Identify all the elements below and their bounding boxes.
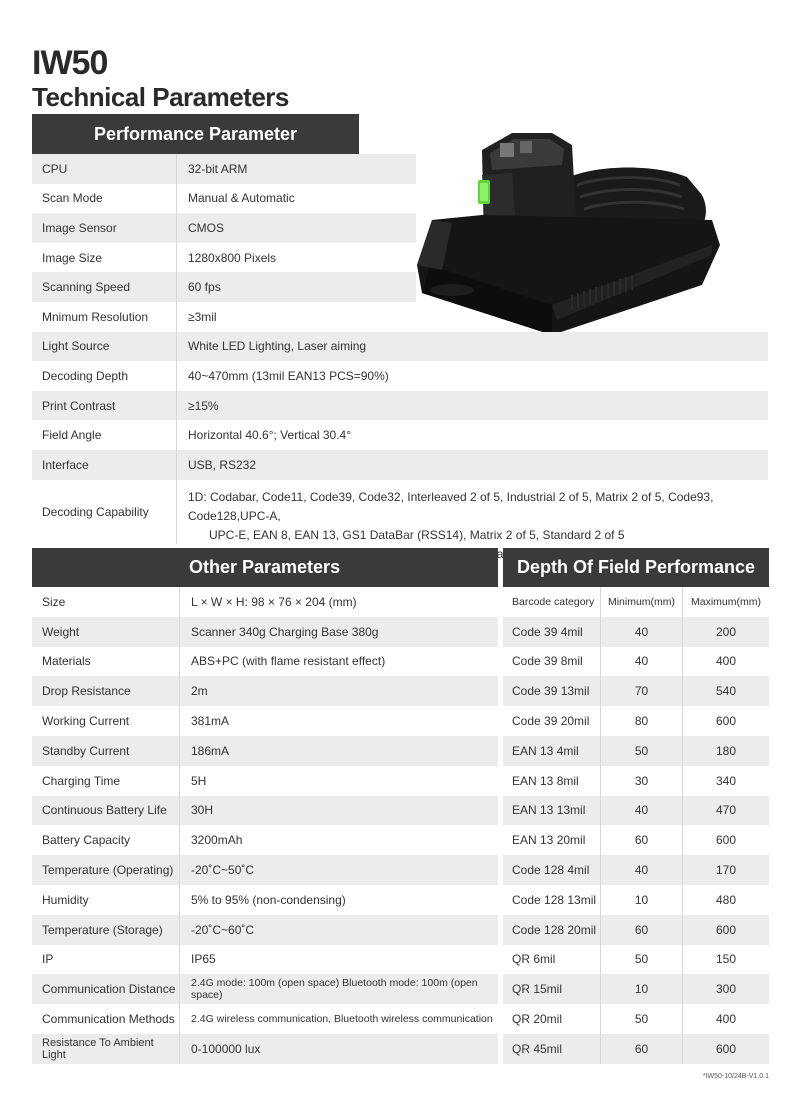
document-id: *IW50-10/24B-V1.0.1 <box>702 1073 769 1080</box>
table-row <box>32 945 498 975</box>
min-value: 40 <box>601 617 683 647</box>
param-value: 60 fps <box>188 280 221 295</box>
param-label: Resistance To Ambient Light <box>32 1034 180 1064</box>
table-row <box>32 855 498 885</box>
table-row <box>32 302 768 332</box>
table-row <box>32 796 498 826</box>
param-label: Decoding Capability <box>32 480 177 544</box>
param-value: White LED Lighting, Laser aiming <box>188 339 367 354</box>
param-value: -20˚C~60˚C <box>191 922 255 937</box>
param-label: Temperature (Storage) <box>32 915 180 945</box>
param-label: Materials <box>32 647 180 677</box>
param-label: Charging Time <box>32 766 180 796</box>
param-value: 5H <box>191 773 207 788</box>
param-value: 2.4G wireless communication, Bluetooth wireless communication <box>191 1013 493 1026</box>
param-label: IP <box>32 945 180 975</box>
barcode-category: Code 128 13mil <box>503 885 601 915</box>
min-value: 60 <box>601 915 683 945</box>
min-value: 50 <box>601 736 683 766</box>
table-row <box>32 1034 498 1064</box>
param-label: Temperature (Operating) <box>32 855 180 885</box>
barcode-category: Code 39 13mil <box>503 676 601 706</box>
param-label: Size <box>32 587 180 617</box>
param-value: L × W × H: 98 × 76 × 204 (mm) <box>191 594 357 609</box>
table-row <box>503 915 769 945</box>
decoding-1d-line-cont: UPC-E, EAN 8, EAN 13, GS1 DataBar (RSS14), Matrix 2 of 5, Standard 2 of 5 <box>209 527 625 542</box>
performance-heading: Performance Parameter <box>32 114 359 154</box>
column-header: Maximum(mm) <box>691 595 761 608</box>
param-label: Field Angle <box>32 420 177 450</box>
param-value: ABS+PC (with flame resistant effect) <box>191 654 386 669</box>
param-value: 2.4G mode: 100m (open space) Bluetooth mode: 100m (open space) <box>191 977 478 1002</box>
param-value: 30H <box>191 803 214 818</box>
table-row <box>503 706 769 736</box>
param-value: 5% to 95% (non-condensing) <box>191 892 346 907</box>
param-label: Light Source <box>32 332 177 362</box>
barcode-category: QR 15mil <box>503 974 601 1004</box>
max-value: 540 <box>715 684 737 699</box>
barcode-category: EAN 13 8mil <box>503 766 601 796</box>
param-value: ≥3mil <box>188 309 217 324</box>
max-value: 200 <box>715 624 737 639</box>
param-value: 186mA <box>191 743 230 758</box>
param-value: -20˚C~50˚C <box>191 863 255 878</box>
table-row <box>32 450 768 480</box>
param-value: 381mA <box>191 714 230 729</box>
param-label: CPU <box>32 154 177 184</box>
max-value: 400 <box>715 1012 737 1027</box>
max-value: 600 <box>715 833 737 848</box>
param-value: 3200mAh <box>191 833 243 848</box>
max-value: 180 <box>715 743 737 758</box>
max-value: 150 <box>715 952 737 967</box>
barcode-category: Code 128 4mil <box>503 855 601 885</box>
min-value: 50 <box>601 945 683 975</box>
table-row <box>503 825 769 855</box>
param-label: Image Sensor <box>32 213 177 243</box>
min-value: 40 <box>601 647 683 677</box>
param-value: 32-bit ARM <box>188 161 248 176</box>
table-row <box>32 647 498 677</box>
param-label: Decoding Depth <box>32 361 177 391</box>
table-row <box>32 272 416 302</box>
param-value: IP65 <box>191 952 216 967</box>
table-row <box>32 361 768 391</box>
param-label: Humidity <box>32 885 180 915</box>
other-table <box>32 587 498 1064</box>
max-value: 600 <box>715 1041 737 1056</box>
min-value: 40 <box>601 855 683 885</box>
dof-heading: Depth Of Field Performance <box>503 548 769 587</box>
table-row <box>32 736 498 766</box>
min-value: 70 <box>601 676 683 706</box>
param-label: Communication Methods <box>32 1004 180 1034</box>
max-value: 400 <box>715 654 737 669</box>
min-value: 10 <box>601 885 683 915</box>
table-row <box>503 945 769 975</box>
min-value: 40 <box>601 796 683 826</box>
table-row <box>32 766 498 796</box>
dof-table <box>503 587 769 1064</box>
table-row <box>32 332 768 362</box>
model-name: IW50 <box>32 44 108 82</box>
min-value: 60 <box>601 1034 683 1064</box>
barcode-category: Code 39 4mil <box>503 617 601 647</box>
param-value: 0-100000 lux <box>191 1041 261 1056</box>
max-value: 480 <box>715 892 737 907</box>
param-value: ≥15% <box>188 398 219 413</box>
other-heading: Other Parameters <box>32 548 498 587</box>
table-row <box>503 1004 769 1034</box>
barcode-category: EAN 13 13mil <box>503 796 601 826</box>
param-value: USB, RS232 <box>188 457 257 472</box>
param-label: Scan Mode <box>32 184 177 214</box>
table-row <box>32 420 768 450</box>
barcode-category: QR 6mil <box>503 945 601 975</box>
param-label: Interface <box>32 450 177 480</box>
table-row <box>32 243 416 273</box>
param-label: Continuous Battery Life <box>32 796 180 826</box>
table-row <box>32 184 416 214</box>
param-value: Scanner 340g Charging Base 380g <box>191 624 379 639</box>
table-row <box>503 855 769 885</box>
table-row <box>503 974 769 1004</box>
param-value: 1280x800 Pixels <box>188 250 277 265</box>
param-label: Communication Distance <box>32 974 180 1004</box>
table-row <box>32 706 498 736</box>
table-row <box>503 647 769 677</box>
max-value: 600 <box>715 714 737 729</box>
min-value: 50 <box>601 1004 683 1034</box>
param-label: Mnimum Resolution <box>32 302 177 332</box>
table-row <box>503 766 769 796</box>
page-title: Technical Parameters <box>32 82 289 112</box>
param-label: Scanning Speed <box>32 272 177 302</box>
max-value: 600 <box>715 922 737 937</box>
table-row <box>32 617 498 647</box>
param-label: Print Contrast <box>32 391 177 421</box>
table-row <box>503 676 769 706</box>
min-value: 10 <box>601 974 683 1004</box>
table-row <box>32 587 498 617</box>
min-value: 30 <box>601 766 683 796</box>
param-label: Working Current <box>32 706 180 736</box>
barcode-category: QR 20mil <box>503 1004 601 1034</box>
param-value: 40~470mm (13mil EAN13 PCS=90%) <box>188 368 389 383</box>
table-row <box>503 617 769 647</box>
barcode-category: Code 128 20mil <box>503 915 601 945</box>
param-value: Horizontal 40.6°; Vertical 30.4° <box>188 428 352 443</box>
table-row <box>32 885 498 915</box>
table-row <box>503 1034 769 1064</box>
column-header: Barcode category <box>503 587 601 617</box>
param-value: CMOS <box>188 220 224 235</box>
barcode-category: QR 45mil <box>503 1034 601 1064</box>
table-row <box>32 213 416 243</box>
decoding-1d-line: 1D: Codabar, Code11, Code39, Code32, Interleaved 2 of 5, Industrial 2 of 5, Matrix 2 of 5, Code93, Code128,UPC-A, <box>188 489 714 523</box>
param-label: Weight <box>32 617 180 647</box>
param-label: Standby Current <box>32 736 180 766</box>
param-value: Manual & Automatic <box>188 191 295 206</box>
param-label: Image Size <box>32 243 177 273</box>
dof-header-row <box>503 587 769 617</box>
min-value: 60 <box>601 825 683 855</box>
max-value: 470 <box>715 803 737 818</box>
table-row <box>32 676 498 706</box>
table-row <box>32 480 768 544</box>
param-label: Drop Resistance <box>32 676 180 706</box>
table-row <box>32 391 768 421</box>
max-value: 300 <box>715 982 737 997</box>
table-row <box>503 736 769 766</box>
param-label: Battery Capacity <box>32 825 180 855</box>
barcode-category: EAN 13 20mil <box>503 825 601 855</box>
table-row <box>503 796 769 826</box>
param-value <box>177 480 768 544</box>
table-row <box>32 154 416 184</box>
table-row <box>32 974 498 1004</box>
table-row <box>32 1004 498 1034</box>
param-value: 2m <box>191 684 208 699</box>
table-row <box>32 915 498 945</box>
max-value: 170 <box>715 863 737 878</box>
column-header: Minimum(mm) <box>601 587 683 617</box>
table-row <box>32 825 498 855</box>
performance-table <box>32 154 768 544</box>
barcode-category: Code 39 20mil <box>503 706 601 736</box>
barcode-category: EAN 13 4mil <box>503 736 601 766</box>
barcode-category: Code 39 8mil <box>503 647 601 677</box>
max-value: 340 <box>715 773 737 788</box>
min-value: 80 <box>601 706 683 736</box>
table-row <box>503 885 769 915</box>
